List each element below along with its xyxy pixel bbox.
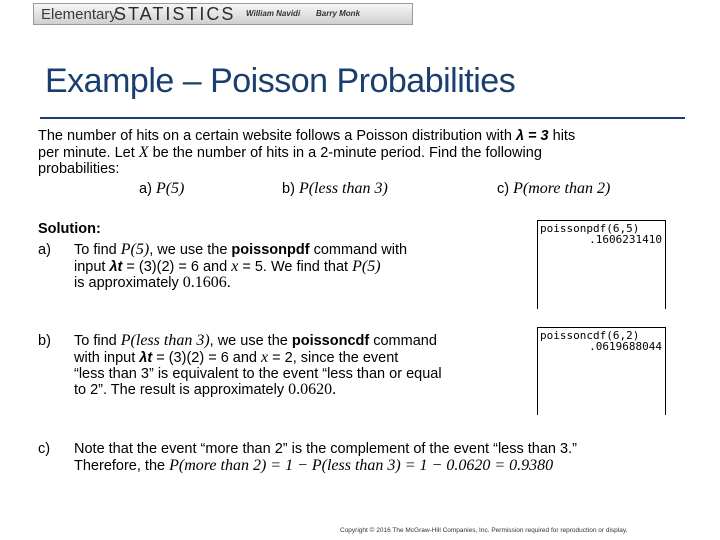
sol-c-equation: P(more than 2) = 1 − P(less than 3) = 1 − 0.0620 = 0.9380	[169, 457, 554, 474]
problem-line-3: probabilities:	[38, 161, 120, 177]
sol-a-line-3	[74, 275, 231, 291]
part-b-expr: P(less than 3)	[298, 180, 388, 197]
part-c-expr: P(more than 2)	[513, 180, 611, 197]
sol-b-t5: = (3)(2) = 6 and	[156, 350, 257, 366]
sol-a-t4: input	[74, 259, 106, 275]
problem-line-2a: per minute. Let	[38, 145, 135, 161]
banner-author-2: Barry Monk	[316, 9, 361, 18]
sol-a-label: a)	[38, 242, 51, 258]
book-banner	[33, 3, 413, 25]
sol-b-cmd: poissoncdf	[291, 333, 370, 349]
solution-heading: Solution:	[38, 221, 101, 237]
sol-a-cmd: poissonpdf	[231, 242, 310, 258]
sol-b-t2: , we use the	[209, 333, 288, 349]
sol-b-t6: = 2, since the event	[272, 350, 399, 366]
sol-b-line-3: “less than 3” is equivalent to the event “less than or equal	[74, 366, 442, 382]
problem-line-1-end: hits	[552, 128, 576, 144]
sol-a-t6: = 5. We find that	[242, 259, 349, 275]
sol-b-line-4	[74, 382, 336, 398]
problem-line-1-text: The number of hits on a certain website follows a Poisson distribution with	[38, 128, 512, 144]
sol-b-t8: to 2”. The result is approximately	[74, 382, 285, 398]
sol-c-label: c)	[38, 441, 51, 457]
banner-elementary: Elementary	[41, 6, 117, 23]
sol-a-line-1	[74, 242, 407, 258]
sol-a-t3: command with	[313, 242, 408, 258]
part-b-label: b)	[282, 181, 295, 197]
problem-line-2b: be the number of hits in a 2-minute period. Find the following	[152, 145, 542, 161]
banner-author-1: William Navidi	[246, 9, 301, 18]
sol-a-p5b: P(5)	[352, 258, 381, 275]
sol-b-line-1	[74, 333, 437, 349]
part-c	[497, 181, 610, 197]
calc-pdf-result: .1606231410	[589, 233, 662, 246]
part-a-expr: P(5)	[155, 180, 185, 197]
calculator-cdf-screen	[537, 327, 666, 415]
sol-b-p: P(less than 3)	[120, 332, 210, 349]
part-c-label: c)	[497, 181, 510, 197]
problem-line-2	[38, 145, 542, 161]
sol-b-line-2	[74, 350, 398, 366]
sol-a-x: x	[231, 258, 239, 275]
sol-b-t4: with input	[74, 350, 136, 366]
calc-cdf-command: poissoncdf(6,2)	[540, 329, 640, 342]
sol-a-lambda-t: λt	[109, 259, 123, 275]
sol-a-p5: P(5)	[120, 241, 150, 258]
sol-c-line-1: Note that the event “more than 2” is the complement of the event “less than 3.”	[74, 441, 577, 457]
sol-b-value: 0.0620.	[288, 381, 337, 398]
title-rule	[40, 117, 685, 119]
part-a	[139, 181, 184, 197]
calc-pdf-command: poissonpdf(6,5)	[540, 222, 640, 235]
calculator-pdf-screen	[537, 220, 666, 309]
variable-x: X	[138, 144, 149, 161]
sol-a-t5: = (3)(2) = 6 and	[126, 259, 228, 275]
sol-c-line-2	[74, 458, 553, 474]
sol-b-t3: command	[373, 333, 437, 349]
part-a-label: a)	[139, 181, 152, 197]
calc-cdf-result: .0619688044	[589, 340, 662, 353]
sol-a-t7: is approximately	[74, 275, 179, 291]
copyright-notice: Copyright © 2016 The McGraw-Hill Companies, Inc. Permission required for reproduction or display.	[340, 527, 628, 534]
sol-c-t2: Therefore, the	[74, 458, 166, 474]
part-b	[282, 181, 388, 197]
sol-b-lambda-t: λt	[139, 350, 153, 366]
sol-a-line-2	[74, 259, 381, 275]
problem-line-1	[38, 128, 575, 144]
sol-b-t1: To find	[74, 333, 117, 349]
sol-b-label: b)	[38, 333, 51, 349]
sol-a-t1: To find	[74, 242, 117, 258]
banner-statistics: STATISTICS	[114, 4, 236, 24]
slide-title: Example – Poisson Probabilities	[45, 62, 516, 100]
lambda-value: λ = 3	[515, 128, 549, 144]
sol-a-t2: , we use the	[149, 242, 228, 258]
sol-a-value: 0.1606.	[182, 274, 231, 291]
sol-b-x: x	[261, 349, 269, 366]
